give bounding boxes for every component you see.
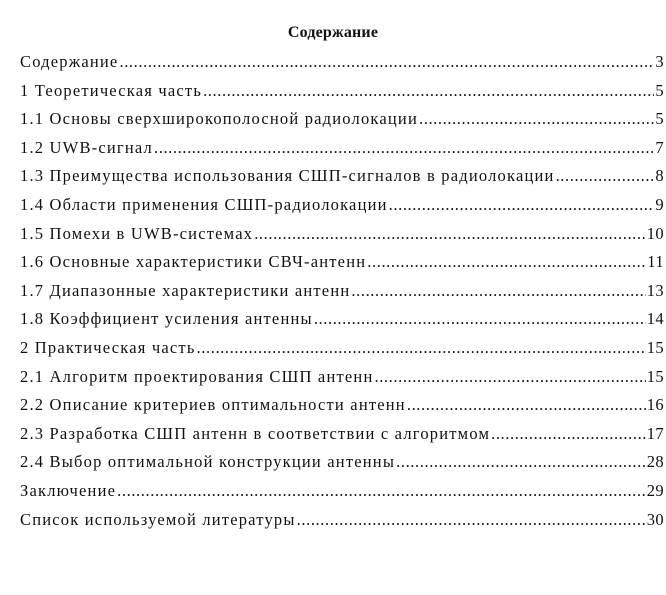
toc-entry-title: 1 Теоретическая часть — [20, 80, 203, 100]
toc-leader-dots — [119, 52, 654, 72]
toc-entry-page: 5 — [655, 109, 664, 129]
toc-entry-title: Заключение — [20, 480, 117, 500]
toc-entry — [20, 424, 664, 453]
toc-entry-title: 1.1 Основы сверхширокополосной радиолокации — [20, 109, 418, 129]
toc-entry-page: 5 — [655, 80, 664, 100]
toc-entry — [20, 309, 664, 338]
toc-entry — [20, 452, 664, 481]
toc-entry-title: 1.8 Коэффициент усиления антенны — [20, 309, 313, 329]
toc-entry-title: 2.1 Алгоритм проектирования СШП антенн — [20, 366, 374, 386]
toc-leader-dots — [314, 309, 646, 329]
toc-entry — [20, 52, 664, 81]
toc-entry-title: Список используемой литературы — [20, 509, 296, 529]
toc-entry-title: 1.6 Основные характеристики СВЧ-антенн — [20, 252, 367, 272]
toc-leader-dots — [389, 195, 655, 215]
toc-entry-page: 7 — [655, 137, 664, 157]
toc-entry-title: 1.4 Области применения СШП-радиолокации — [20, 194, 388, 214]
toc-entry-page: 15 — [646, 366, 664, 386]
toc-entry-title: 2.4 Выбор оптимальной конструкции антенны — [20, 452, 396, 472]
toc-entry-title: 2.3 Разработка СШП антенн в соответствии с алгоритмом — [20, 423, 491, 443]
toc-leader-dots — [491, 424, 646, 444]
toc-leader-dots — [556, 166, 655, 186]
toc-entry-title: 1.7 Диапазонные характеристики антенн — [20, 280, 351, 300]
toc-entry-title: 1.3 Преимущества использования СШП-сигналов в радиолокации — [20, 166, 555, 186]
toc-leader-dots — [351, 281, 645, 301]
toc-entry-page: 8 — [655, 166, 664, 186]
toc-entry-page: 15 — [646, 337, 664, 357]
toc-entry — [20, 367, 664, 396]
toc-leader-dots — [297, 510, 646, 530]
toc-list — [20, 52, 664, 538]
toc-entry-title: 2.2 Описание критериев оптимальности антенн — [20, 395, 406, 415]
toc-entry — [20, 281, 664, 310]
toc-entry — [20, 338, 664, 367]
toc-entry-title: Содержание — [20, 52, 119, 71]
toc-entry — [20, 252, 664, 281]
toc-entry — [20, 224, 664, 253]
toc-leader-dots — [374, 367, 645, 387]
toc-entry-page: 10 — [646, 223, 664, 243]
toc-entry — [20, 510, 664, 539]
toc-entry — [20, 166, 664, 195]
toc-entry — [20, 81, 664, 110]
toc-entry-page: 11 — [647, 252, 664, 272]
toc-leader-dots — [197, 338, 646, 358]
toc-leader-dots — [407, 395, 646, 415]
toc-leader-dots — [203, 81, 654, 101]
page-title: Содержание — [287, 24, 379, 41]
toc-entry-page: 30 — [646, 509, 664, 529]
toc-entry-page: 28 — [646, 452, 664, 472]
toc-leader-dots — [254, 224, 646, 244]
toc-entry — [20, 138, 664, 167]
toc-entry-title: 1.2 UWB-сигнал — [20, 137, 153, 157]
toc-entry — [20, 109, 664, 138]
toc-entry-page: 16 — [646, 395, 664, 415]
toc-leader-dots — [396, 452, 646, 472]
toc-leader-dots — [419, 109, 654, 129]
toc-entry-title: 1.5 Помехи в UWB-системах — [20, 223, 254, 243]
toc-leader-dots — [117, 481, 646, 501]
toc-entry — [20, 481, 664, 510]
toc-entry-page: 29 — [646, 480, 664, 500]
toc-entry-page: 3 — [655, 52, 664, 71]
toc-entry-page: 17 — [646, 423, 664, 443]
toc-entry-page: 9 — [655, 194, 664, 214]
toc-leader-dots — [154, 138, 654, 158]
toc-entry — [20, 395, 664, 424]
toc-entry-title: 2 Практическая часть — [20, 337, 196, 357]
toc-entry — [20, 195, 664, 224]
toc-entry-page: 13 — [646, 280, 664, 300]
toc-entry-page: 14 — [646, 309, 664, 329]
toc-leader-dots — [367, 252, 646, 272]
